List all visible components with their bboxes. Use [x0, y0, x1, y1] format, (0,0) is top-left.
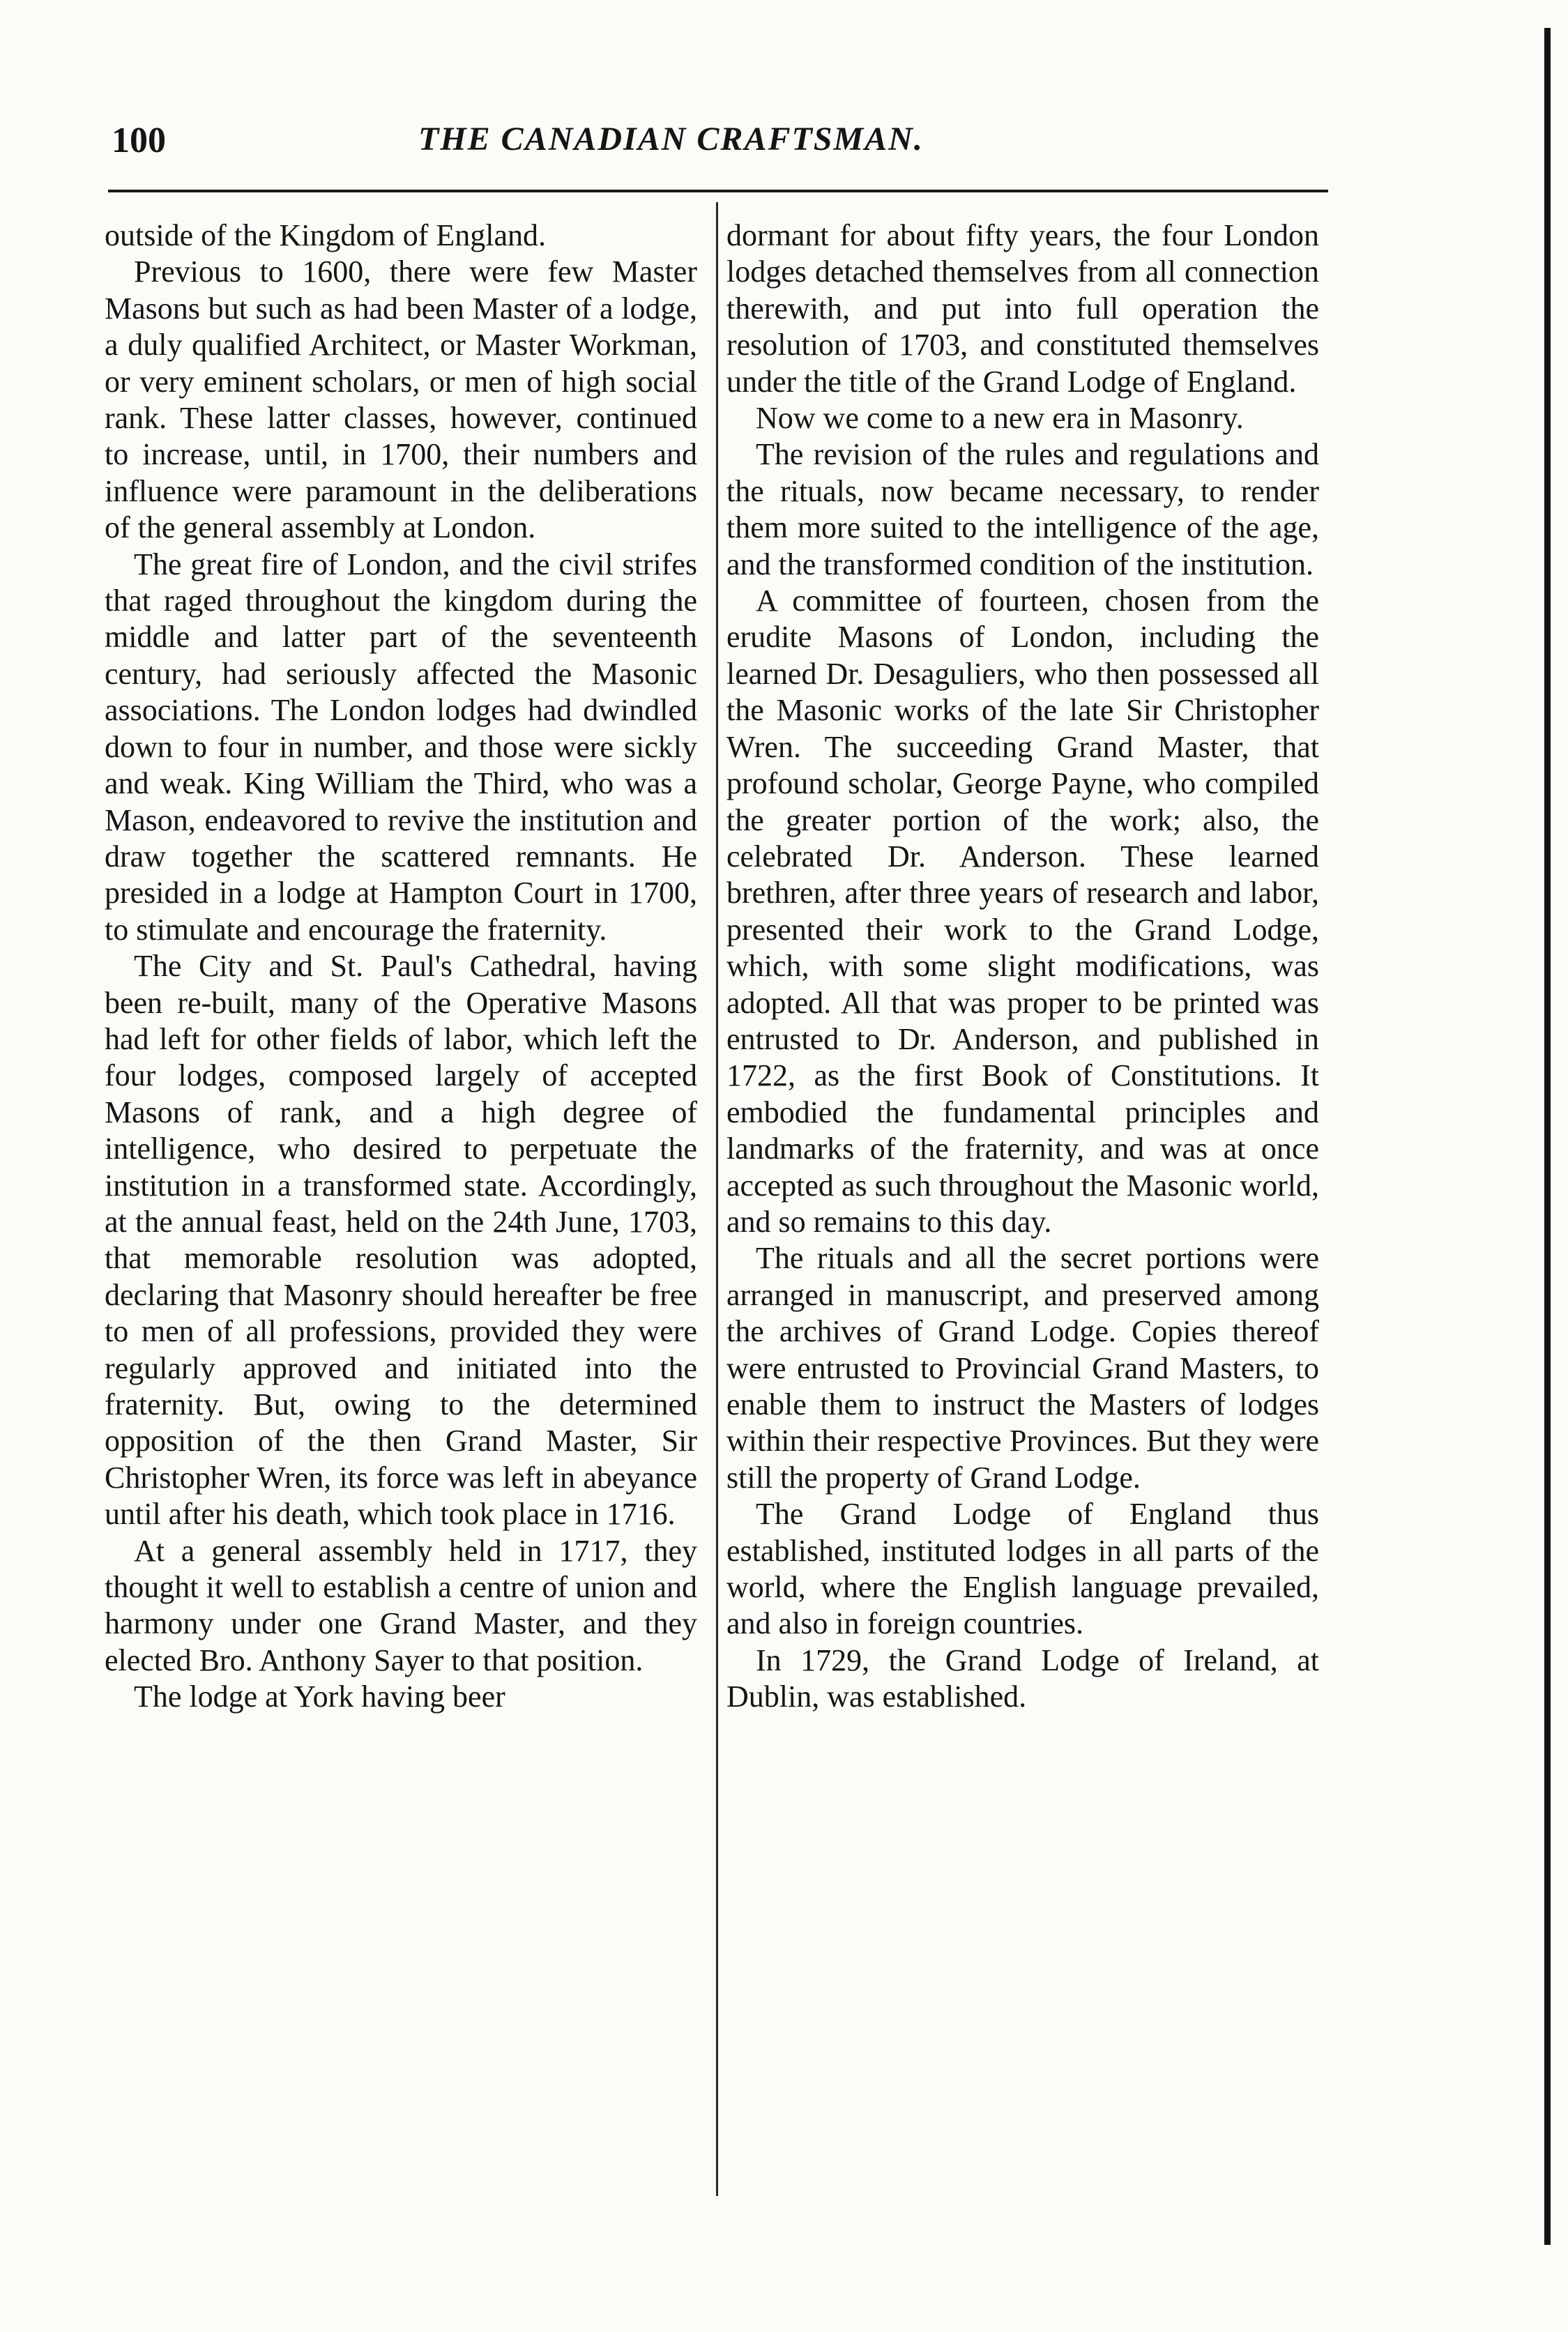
paragraph: outside of the Kingdom of England.: [105, 218, 547, 252]
paragraph: At a general assembly held in 1717, they thought it well to establish a centre of union and harmony under one Grand Master, and they elected Bro. Anthony Sayer to that position.: [105, 1533, 697, 1677]
paragraph: Previous to 1600, there were few Master Masons but such as had been Master of a lodge, a duly qualified Architect, or Master Workman, or very eminent scholars, or men of high social rank. These latter classes, however, continued to increase, until, in 1700, their numbers and influence were paramount in the deliberations of the general assembly at London.: [105, 254, 697, 545]
paragraph: The Grand Lodge of England thus established, instituted lodges in all parts of the world, where the English language prevailed, and also in foreign countries.: [726, 1497, 1319, 1641]
right-column: [726, 218, 1319, 1716]
paragraph: In 1729, the Grand Lodge of Ireland, at Dublin, was established.: [726, 1643, 1319, 1714]
paragraph: The City and St. Paul's Cathedral, having been re-built, many of the Operative Masons had left for other fields of labor, which left the four lodges, composed largely of accepted Masons of rank, and a high degree of intelligence, who desired to perpetuate the institution in a transformed state. Accordingly, at the annual feast, held on the 24th June, 1703, that memorable resolution was adopted, declaring that Masonry should hereafter be free to men of all professions, provided they were regularly approved and initiated into the fraternity. But, owing to the determined opposition of the then Grand Master, Sir Christopher Wren, its force was left in abeyance until after his death, which took place in 1716.: [105, 949, 697, 1532]
column-divider: [716, 202, 718, 2196]
paragraph: dormant for about fifty years, the four London lodges detached themselves from all connection therewith, and put into full operation the resolution of 1703, and constituted themselves under the title of the Grand Lodge of England.: [726, 218, 1319, 399]
page-edge-mark: [1544, 28, 1551, 2245]
paragraph: The great fire of London, and the civil strifes that raged throughout the kingdom during the middle and latter part of the seventeenth century, had seriously affected the Masonic associations. The London lodges had dwindled down to four in number, and those were sickly and weak. King William the Third, who was a Mason, endeavored to revive the institution and draw together the scattered remnants. He presided in a lodge at Hampton Court in 1700, to stimulate and encourage the fraternity.: [105, 547, 697, 947]
page-number: 100: [112, 121, 166, 160]
header-rule: [108, 190, 1328, 192]
paragraph: Now we come to a new era in Masonry.: [756, 401, 1244, 436]
left-column: [105, 218, 697, 1716]
paragraph: The lodge at York having beer: [134, 1679, 505, 1714]
running-title: THE CANADIAN CRAFTSMAN.: [418, 121, 924, 158]
paragraph: A committee of fourteen, chosen from the erudite Masons of London, including the learned Dr. Desaguliers, who then possessed all the Masonic works of the late Sir Christopher Wren. The succeeding Grand Master, that profound scholar, George Payne, who compiled the greater portion of the work; also, the celebrated Dr. Anderson. These learned brethren, after three years of research and labor, presented their work to the Grand Lodge, which, with some slight modifications, was adopted. All that was proper to be printed was entrusted to Dr. Anderson, and published in 1722, as the first Book of Constitutions. It embodied the fundamental principles and landmarks of the fraternity, and was at once accepted as such throughout the Masonic world, and so remains to this day.: [726, 584, 1319, 1239]
paragraph: The rituals and all the secret portions were arranged in manuscript, and preserved among the archives of Grand Lodge. Copies thereof were entrusted to Provincial Grand Masters, to enable them to instruct the Masters of lodges within their respective Provinces. But they were still the property of Grand Lodge.: [726, 1241, 1319, 1495]
paragraph: The revision of the rules and regulations and the rituals, now became necessary, to render them more suited to the intelligence of the age, and the transformed condition of the institution.: [726, 437, 1319, 581]
